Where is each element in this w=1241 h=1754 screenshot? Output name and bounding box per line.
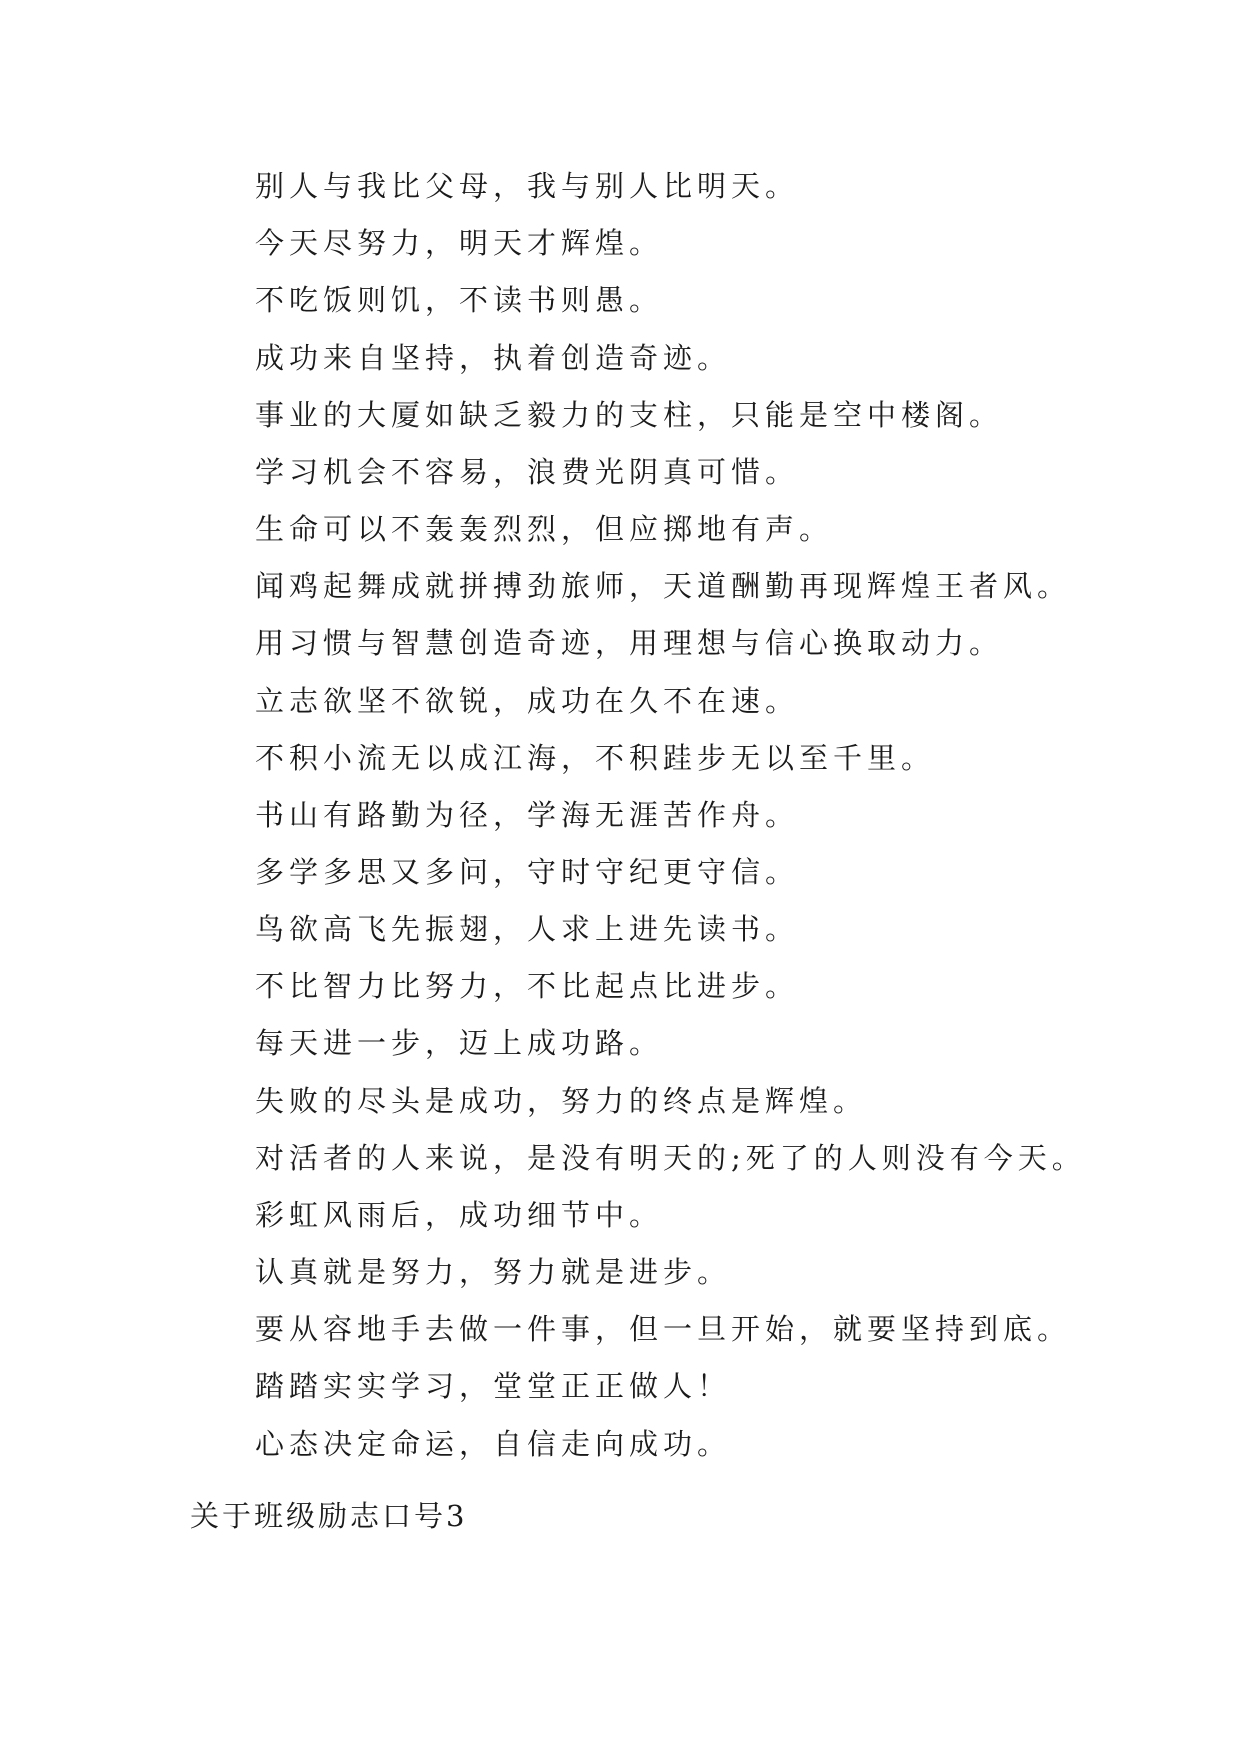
slogan-line: 事业的大厦如缺乏毅力的支柱，只能是空中楼阁。 <box>255 398 1004 432</box>
slogan-line: 学习机会不容易，浪费光阴真可惜。 <box>255 455 800 489</box>
slogan-line: 闻鸡起舞成就拼搏劲旅师，天道酬勤再现辉煌王者风。 <box>255 569 1072 603</box>
slogan-line: 对活者的人来说，是没有明天的;死了的人则没有今天。 <box>255 1141 1086 1175</box>
slogan-line: 生命可以不轰轰烈烈，但应掷地有声。 <box>255 512 834 546</box>
slogan-line: 用习惯与智慧创造奇迹，用理想与信心换取动力。 <box>255 626 1004 660</box>
slogan-line: 要从容地手去做一件事，但一旦开始，就要坚持到底。 <box>255 1312 1072 1346</box>
slogan-line: 今天尽努力，明天才辉煌。 <box>255 226 664 260</box>
slogan-line: 心态决定命运，自信走向成功。 <box>255 1427 732 1461</box>
slogan-line: 失败的尽头是成功，努力的终点是辉煌。 <box>255 1084 868 1118</box>
slogan-line: 别人与我比父母，我与别人比明天。 <box>255 169 800 203</box>
slogan-line: 书山有路勤为径，学海无涯苦作舟。 <box>255 798 800 832</box>
slogan-line: 不积小流无以成江海，不积跬步无以至千里。 <box>255 741 936 775</box>
slogan-line: 立志欲坚不欲锐，成功在久不在速。 <box>255 684 800 718</box>
slogan-line: 鸟欲高飞先振翅，人求上进先读书。 <box>255 912 800 946</box>
slogan-line: 彩虹风雨后，成功细节中。 <box>255 1198 664 1232</box>
slogan-line: 认真就是努力，努力就是进步。 <box>255 1255 732 1289</box>
section-heading: 关于班级励志口号3 <box>190 1499 468 1533</box>
slogan-line: 不吃饭则饥，不读书则愚。 <box>255 283 664 317</box>
slogan-line: 成功来自坚持，执着创造奇迹。 <box>255 341 732 375</box>
slogan-line: 每天进一步，迈上成功路。 <box>255 1026 664 1060</box>
slogan-line: 踏踏实实学习，堂堂正正做人！ <box>255 1369 732 1403</box>
slogan-line: 多学多思又多问，守时守纪更守信。 <box>255 855 800 889</box>
slogan-line: 不比智力比努力，不比起点比进步。 <box>255 969 800 1003</box>
